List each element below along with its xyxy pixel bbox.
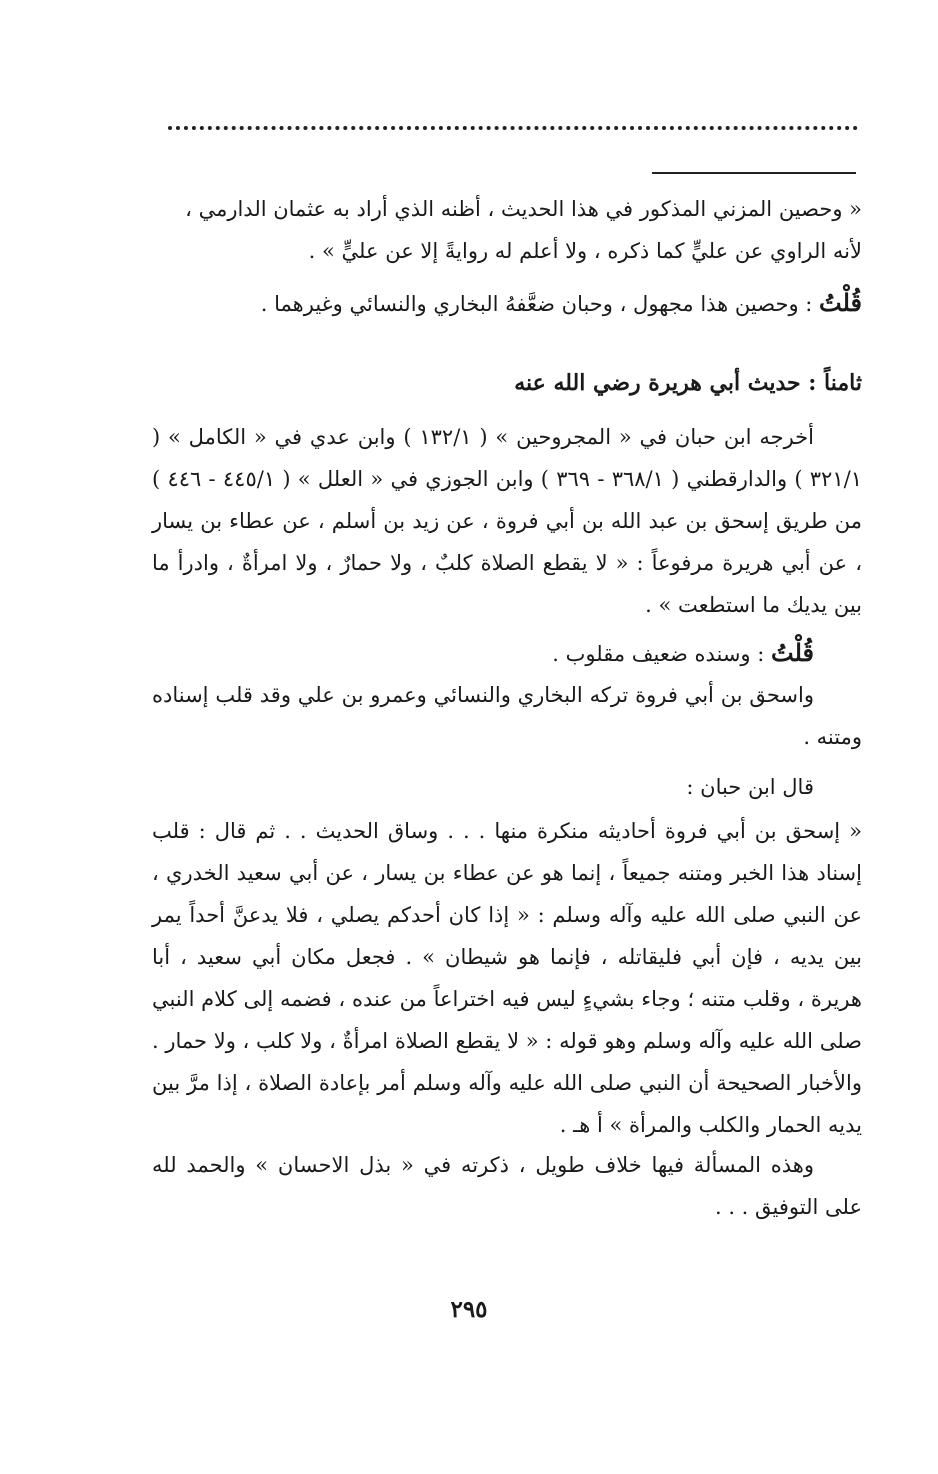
qult-lead: قُلْتُ [771, 638, 814, 667]
qult-text: : وسنده ضعيف مقلوب . [552, 642, 772, 666]
paragraph-conclusion [152, 1144, 862, 1228]
paragraph-4: « إسحق بن أبي فروة أحاديثه منكرة منها . . . وساق الحديث . . ثم قال : قلب إسناد هذا الخبر ومتنه جميعاً ، إنما هو عن عطاء بن يسار ، عن أبي سعيد الخدري ، عن النبي صلى الله عليه وآله وسلم : « إذا كان أحدكم يصلي ، فلا يدعنَّ أحداً يمر بين يديه ، فإن أبي فليقاتله ، فإنما هو شيطان » . فجعل مكان أبي سعيد ، أبا هريرة ، وقلب متنه ؛ وجاء بشيءٍ ليس فيه اختراعاً من عنده ، فضمه إلى كلام النبي صلى الله عليه وآله وسلم وهو قوله : « لا يقطع الصلاة امرأةٌ ، ولا كلب ، ولا حمار . والأخبار الصحيحة أن النبي صلى الله عليه وآله وسلم أمر بإعادة الصلاة ، إذا مرَّ بين يديه الحمار والكلب والمرأة » أ هـ . [152, 819, 862, 1137]
footnote-line-2: لأنه الراوي عن عليٍّ كما ذكره ، ولا أعلم له روايةً إلا عن عليٍّ » . [308, 239, 862, 263]
paragraph-2: واسحق بن أبي فروة تركه البخاري والنسائي وعمرو بن علي وقد قلب إسناده ومتنه . [152, 683, 862, 749]
qult-lead: قُلْتُ [819, 288, 862, 317]
paragraph-takhrij [152, 416, 862, 626]
page-number: ٢٩٥ [450, 1296, 488, 1323]
section-heading [152, 362, 862, 404]
section-heading-text: حديث أبي هريرة رضي الله عنه [514, 370, 809, 396]
paragraph-1: أخرجه ابن حبان في « المجروحين » ( ١٣٢/١ ) وابن عدي في « الكامل » ( ٣٢١/١ ) والدارقطني ( ٣٦٨/١ - ٣٦٩ ) وابن الجوزي في « العلل » ( ٤٤٥/١ - ٤٤٦ ) من طريق إسحق بن عبد الله بن أبي فروة ، عن زيد بن أسلم ، عن عطاء بن يسار ، عن أبي هريرة مرفوعاً : « لا يقطع الصلاة كلبٌ ، ولا حمارٌ ، ولا امرأةٌ ، وادرأ ما بين يديك ما استطعت » . [152, 425, 862, 617]
qult-note-1 [152, 282, 862, 325]
paragraph-ibn-hibban-intro [152, 766, 862, 808]
qult-text: : وحصين هذا مجهول ، وحبان ضعَّفهُ البخاري والنسائي وغيرهما . [260, 292, 820, 316]
paragraph-ibn-hibban-quote [152, 810, 862, 1146]
dotted-separator [168, 126, 858, 130]
paragraph-5: وهذه المسألة فيها خلاف طويل ، ذكرته في « بذل الاحسان » والحمد لله على التوفيق . . . [152, 1153, 862, 1219]
footnote-line-1: « وحصين المزني المذكور في هذا الحديث ، أظنه الذي أراد به عثمان الدارمي ، [185, 197, 862, 221]
section-heading-lead: ثامناً : [808, 370, 862, 396]
footnote-separator [652, 172, 856, 174]
paragraph-ishaq [152, 674, 862, 758]
footnote-quote [152, 188, 862, 272]
paragraph-3: قال ابن حبان : [686, 775, 814, 799]
qult-note-2 [152, 632, 862, 675]
